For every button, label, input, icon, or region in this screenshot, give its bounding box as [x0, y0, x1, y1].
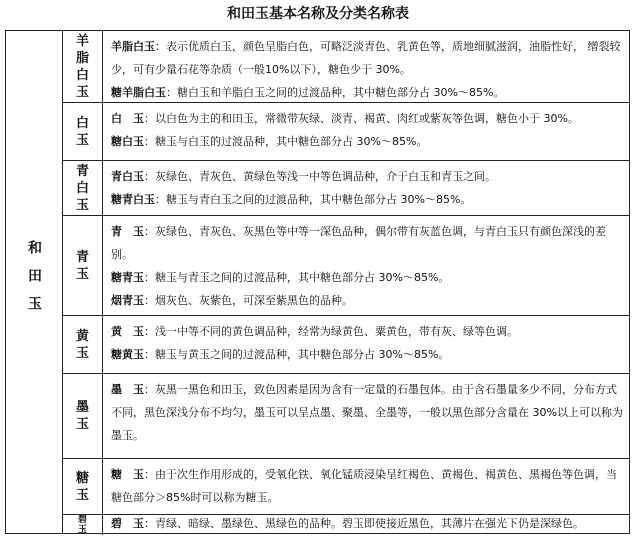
description-cell — [111, 320, 623, 366]
category-label: 白玉 — [75, 115, 89, 148]
entry — [111, 107, 623, 130]
table-row — [63, 515, 629, 533]
entry — [111, 188, 623, 211]
definition: ：灰黑一黑色和田玉，致色因素是因为含有一定量的石墨包体。由于含石墨量多少不同，分布方式不同，黑色深浅分布不均匀，墨玉可以呈点墨、聚墨、全墨等，一般以黑色部分含量在 30%以上可以称为墨玉。 — [111, 383, 623, 442]
entry — [111, 220, 623, 266]
entry — [111, 320, 623, 343]
entry — [111, 378, 623, 447]
description-cell — [111, 107, 623, 153]
entry — [111, 35, 623, 81]
term: 烟青玉 — [111, 294, 144, 307]
category-cell — [63, 459, 103, 514]
main-category-cell — [6, 31, 63, 533]
category-label: 碧玉 — [77, 515, 87, 535]
definition: ：浅一中等不同的黄色调品种，经常为绿黄色、粟黄色，带有灰、绿等色调。 — [144, 325, 518, 338]
page-title: 和田玉基本名称及分类名称表 — [227, 6, 409, 22]
entry — [111, 266, 623, 289]
category-cell — [63, 316, 103, 373]
term: 糖黄玉 — [111, 348, 144, 361]
category-label: 黄玉 — [75, 328, 89, 361]
entry — [111, 130, 623, 153]
category-label: 羊脂白玉 — [75, 33, 89, 100]
term: 羊脂白玉 — [111, 40, 155, 53]
entry — [111, 81, 623, 104]
entry — [111, 289, 623, 312]
description-cell — [111, 515, 623, 533]
entry — [111, 463, 623, 509]
category-label: 糖玉 — [75, 470, 89, 503]
term: 黄 玉 — [111, 325, 144, 338]
entry — [111, 515, 623, 533]
category-cell — [63, 161, 103, 215]
term: 糖青玉 — [111, 271, 144, 284]
term: 糖羊脂白玉 — [111, 86, 166, 99]
classification-table — [5, 30, 630, 534]
description-cell — [111, 378, 623, 447]
category-cell — [63, 31, 103, 102]
term: 碧 玉 — [111, 517, 144, 530]
category-cell — [63, 216, 103, 315]
category-cell — [63, 103, 103, 160]
table-row — [63, 459, 629, 515]
term: 糖 玉 — [111, 468, 144, 481]
definition: ：以白色为主的和田玉，常微带灰绿、淡青、褐黄、肉红或紫灰等色调，糖色小于 30%。 — [144, 112, 579, 125]
main-category-label: 和田玉 — [26, 240, 42, 324]
term: 糖白玉 — [111, 135, 144, 148]
category-label: 青白玉 — [75, 163, 89, 213]
definition: ：糖玉与青玉之间的过渡品种，其中糖色部分占 30%～85%。 — [144, 271, 450, 284]
definition: ：表示优质白玉，颜色呈脂白色，可略泛淡青色、乳黄色等，质地细腻滋润，油脂性好， 缯裂较少，可有少量石花等杂质（一般10%以下），糖色少于 30%。 — [111, 40, 621, 76]
description-cell — [111, 165, 623, 211]
entry — [111, 343, 623, 366]
table-row — [63, 103, 629, 161]
description-cell — [111, 463, 623, 509]
definition: ：烟灰色、灰紫色，可深至紫黑色的品种。 — [144, 294, 353, 307]
definition: ：糖玉与黄玉之间的过渡品种，其中糖色部分占 30%～85%。 — [144, 348, 450, 361]
definition: ：灰绿色、青灰色、黄绿色等浅一中等色调品种，介于白玉和青玉之间。 — [144, 170, 496, 183]
term: 糖青白玉 — [111, 193, 155, 206]
term: 白 玉 — [111, 112, 144, 125]
definition: ：糖玉与白玉的过渡品种，其中糖色部分占 30%～85%。 — [144, 135, 428, 148]
table-row — [63, 374, 629, 459]
description-cell — [111, 35, 623, 104]
category-cell — [63, 374, 103, 458]
definition: ：糖白玉和羊脂白玉之间的过渡品种，其中糖色部分占 30%～85%。 — [166, 86, 505, 99]
category-cell — [63, 515, 103, 535]
category-label: 青玉 — [75, 249, 89, 282]
definition: ：由于次生作用形成的，受氧化铁、氧化锰质浸染呈红褐色、黄褐色、褐黄色、黑褐色等色调，当糖色部分＞85%时可以称为糖玉。 — [111, 468, 617, 504]
definition: ：糖玉与青白玉之间的过渡品种，其中糖色部分占 30%～85%。 — [155, 193, 472, 206]
description-cell — [111, 220, 623, 312]
term: 青白玉 — [111, 170, 144, 183]
table-row — [63, 31, 629, 103]
definition: ：灰绿色、青灰色、灰黑色等中等一深色品种，偶尔带有灰蓝色调，与青白玉只有颜色深浅的差别。 — [111, 225, 606, 261]
category-label: 墨玉 — [75, 400, 89, 432]
table-row — [63, 316, 629, 374]
entry — [111, 165, 623, 188]
table-row — [63, 161, 629, 216]
term: 墨 玉 — [111, 383, 144, 396]
term: 青 玉 — [111, 225, 144, 238]
table-row — [63, 216, 629, 316]
definition: ：青绿、暗绿、墨绿色、黑绿色的品种。碧玉即使接近黑色，其薄片在强光下仍是深绿色。 — [144, 517, 584, 530]
